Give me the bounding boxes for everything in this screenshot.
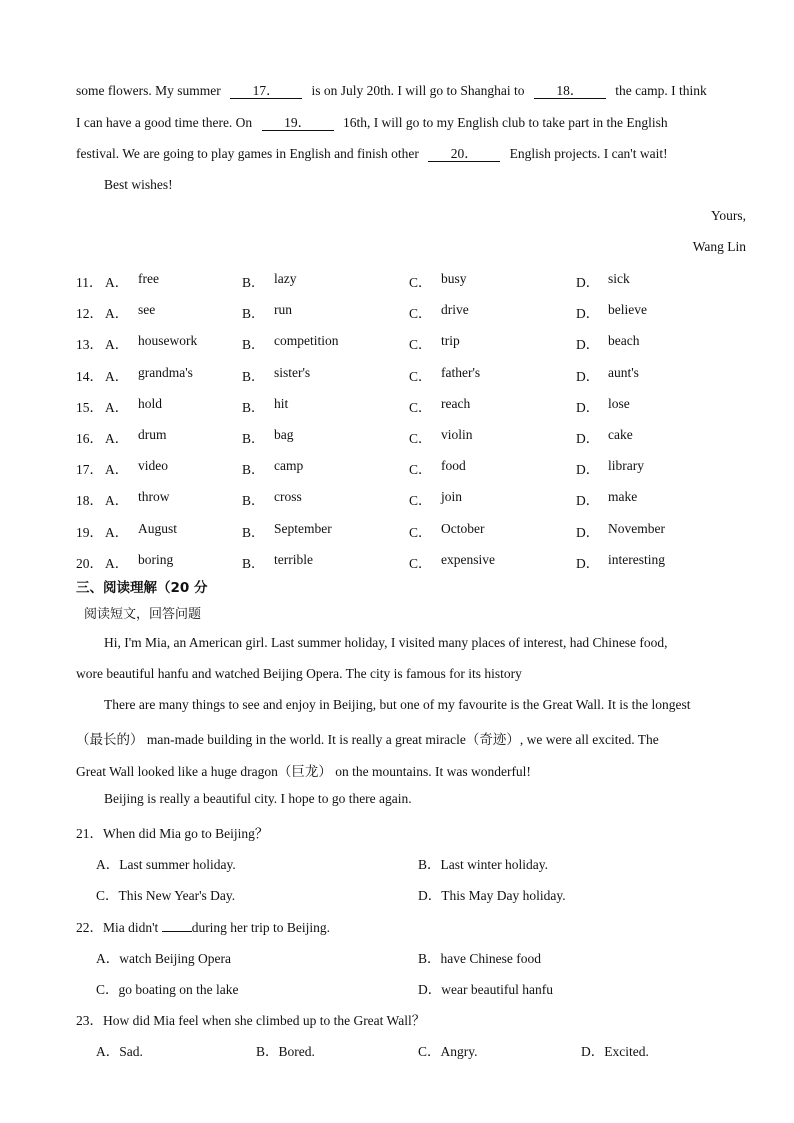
cloze-option-row [76, 489, 756, 509]
cloze-option-row [76, 552, 756, 572]
option-d-text[interactable]: library [608, 458, 644, 474]
text: festival. We are going to play games in English and finish other [76, 146, 419, 161]
option-c-letter: C． [409, 306, 432, 322]
option-c-text[interactable]: reach [441, 395, 471, 411]
option-number: 13． [76, 337, 103, 353]
option-c-text[interactable]: expensive [441, 551, 495, 567]
option-a-text[interactable]: grandma's [138, 364, 193, 380]
blank-17: 17． [230, 84, 302, 99]
blank-18: 18． [534, 84, 606, 99]
option-d-text[interactable]: make [608, 489, 638, 505]
passage-line-1: Hi, I'm Mia, an American girl. Last summer holiday, I visited many places of interest, had Chinese food, [104, 635, 668, 650]
option-a-letter: A． [105, 555, 129, 571]
option-c-letter: C． [409, 337, 432, 353]
answer-blank [162, 931, 192, 932]
option-b-letter: B． [242, 275, 265, 290]
option-b-text[interactable]: run [274, 302, 292, 318]
option-b-text[interactable]: sister's [274, 364, 311, 380]
option-a-text[interactable]: hold [138, 395, 163, 411]
option-number: 12． [76, 306, 103, 322]
option-d-text[interactable]: November [608, 520, 665, 536]
option-d-letter: D． [576, 493, 600, 509]
option-b-letter: B． [242, 368, 265, 384]
section-title: 三、阅读理解（20 分 [76, 580, 208, 596]
option-c-letter: C． [409, 524, 432, 540]
q22-option-a[interactable]: A．watch Beijing Opera [96, 951, 231, 966]
option-number: 11． [76, 275, 103, 290]
q22-option-d[interactable]: D．wear beautiful hanfu [418, 982, 553, 997]
option-b-letter: B． [242, 555, 265, 571]
letter-line-2 [76, 115, 746, 131]
option-d-letter: D． [576, 462, 600, 478]
letter-line-1 [76, 83, 746, 99]
option-c-text[interactable]: busy [441, 271, 467, 286]
text: 16th, I will go to my English club to take part in the English [342, 115, 668, 130]
option-d-text[interactable]: interesting [608, 551, 665, 567]
option-number: 15． [76, 399, 103, 415]
option-d-text[interactable]: sick [608, 271, 630, 286]
option-c-text[interactable]: join [441, 489, 463, 505]
text: 22．Mia didn't [76, 920, 159, 935]
text: some flowers. My summer [76, 83, 221, 98]
option-b-text[interactable]: competition [274, 333, 339, 349]
option-c-letter: C． [409, 368, 432, 384]
option-number: 20． [76, 555, 103, 571]
option-a-letter: A． [105, 524, 129, 540]
cloze-option-row [76, 365, 756, 385]
text: English projects. I can't wait! [509, 146, 668, 161]
option-d-letter: D． [576, 275, 600, 290]
option-b-letter: B． [242, 431, 265, 446]
option-c-letter: C． [409, 399, 432, 415]
q22-option-b[interactable]: B．have Chinese food [418, 951, 541, 966]
letter-wishes: Best wishes! [104, 177, 173, 192]
option-b-text[interactable]: bag [274, 427, 294, 442]
option-c-text[interactable]: father's [441, 364, 481, 380]
option-a-letter: A． [105, 368, 129, 384]
section-subtitle: 阅读短文，回答问题 [84, 607, 202, 622]
q22-option-c[interactable]: C．go boating on the lake [96, 982, 239, 997]
option-d-letter: D． [576, 431, 600, 446]
option-number: 19． [76, 524, 103, 540]
option-b-text[interactable]: lazy [274, 271, 297, 286]
option-b-text[interactable]: hit [274, 395, 289, 411]
text: the camp. I think [615, 83, 707, 98]
passage-line-4: （最长的） man-made building in the world. It is really a great miracle（奇迹）, we were all excited. The [76, 732, 659, 747]
option-b-letter: B． [242, 462, 265, 478]
passage-line-2: wore beautiful hanfu and watched Beijing Opera. The city is famous for its history [76, 666, 522, 681]
option-c-text[interactable]: drive [441, 302, 469, 318]
option-a-letter: A． [105, 493, 129, 509]
option-d-letter: D． [576, 368, 600, 384]
option-d-letter: D． [576, 555, 600, 571]
question-22 [76, 916, 330, 936]
option-d-text[interactable]: aunt's [608, 364, 639, 380]
option-d-letter: D． [576, 337, 600, 353]
option-a-letter: A． [105, 306, 129, 322]
letter-yours: Yours, [710, 208, 746, 223]
option-d-text[interactable]: cake [608, 427, 633, 442]
option-b-letter: B． [242, 399, 265, 415]
option-number: 14． [76, 368, 103, 384]
cloze-option-row [76, 302, 756, 322]
question-23: 23．How did Mia feel when she climbed up to the Great Wall？ [76, 1013, 426, 1028]
q23-option-c[interactable]: C．Angry. [418, 1044, 478, 1059]
option-b-text[interactable]: terrible [274, 551, 313, 567]
q21-option-d[interactable]: D．This May Day holiday. [418, 888, 566, 903]
option-a-letter: A． [105, 399, 129, 415]
text: I can have a good time there. On [76, 115, 253, 130]
option-a-text[interactable]: throw [138, 489, 170, 505]
q21-option-b[interactable]: B．Last winter holiday. [418, 857, 548, 872]
cloze-option-row [76, 521, 756, 541]
option-d-text[interactable]: believe [608, 302, 647, 318]
option-a-text[interactable]: drum [138, 427, 167, 442]
cloze-option-row [76, 271, 756, 291]
option-c-letter: C． [409, 493, 432, 509]
option-a-text[interactable]: video [138, 458, 168, 474]
option-number: 17． [76, 462, 103, 478]
option-c-text[interactable]: food [441, 458, 466, 474]
option-b-text[interactable]: September [274, 520, 332, 536]
text: during her trip to Beijing. [191, 920, 331, 935]
text: is on July 20th. I will go to Shanghai to [311, 83, 525, 98]
option-c-text[interactable]: trip [441, 333, 460, 349]
option-b-text[interactable]: camp [274, 458, 304, 474]
option-c-letter: C． [409, 555, 432, 571]
option-a-letter: A． [105, 275, 129, 290]
blank-19: 19． [262, 116, 334, 131]
option-c-text[interactable]: October [441, 520, 485, 536]
option-c-letter: C． [409, 275, 432, 290]
option-c-text[interactable]: violin [441, 427, 473, 442]
option-number: 16． [76, 431, 103, 446]
q23-option-d[interactable]: D．Excited. [581, 1044, 649, 1059]
cloze-option-row [76, 458, 756, 478]
option-b-letter: B． [242, 306, 265, 322]
option-a-text[interactable]: housework [138, 333, 198, 349]
q21-option-c[interactable]: C．This New Year's Day. [96, 888, 236, 903]
option-d-letter: D． [576, 306, 600, 322]
option-d-letter: D． [576, 399, 600, 415]
option-a-text[interactable]: see [138, 302, 156, 318]
passage-line-5: Great Wall looked like a huge dragon（巨龙） on the mountains. It was wonderful! [76, 764, 531, 779]
letter-line-3 [76, 146, 746, 162]
cloze-option-row [76, 427, 756, 447]
option-d-letter: D． [576, 524, 600, 540]
option-a-letter: A． [105, 337, 129, 353]
option-b-text[interactable]: cross [274, 489, 302, 505]
cloze-option-row [76, 396, 756, 416]
passage-line-6: Beijing is really a beautiful city. I hope to go there again. [104, 791, 412, 806]
option-b-letter: B． [242, 493, 265, 509]
option-a-letter: A． [105, 462, 129, 478]
blank-20: 20． [428, 147, 500, 162]
option-a-text[interactable]: August [138, 520, 178, 536]
option-b-letter: B． [242, 524, 265, 540]
q23-option-b[interactable]: B．Bored. [256, 1044, 315, 1059]
q21-option-a[interactable]: A．Last summer holiday. [96, 857, 236, 872]
option-d-text[interactable]: beach [608, 333, 640, 349]
option-a-letter: A． [105, 431, 129, 446]
option-a-text[interactable]: free [138, 271, 159, 286]
option-b-letter: B． [242, 337, 265, 353]
question-21: 21．When did Mia go to Beijing？ [76, 826, 269, 841]
passage-line-3: There are many things to see and enjoy in Beijing, but one of my favourite is the Great Wall. It is the longest [104, 697, 691, 712]
option-d-text[interactable]: lose [608, 395, 630, 411]
option-c-letter: C． [409, 462, 432, 478]
option-a-text[interactable]: boring [138, 551, 174, 567]
letter-signature: Wang Lin [692, 239, 746, 254]
option-c-letter: C． [409, 431, 432, 446]
option-number: 18． [76, 493, 103, 509]
q23-option-a[interactable]: A．Sad. [96, 1044, 143, 1059]
cloze-option-row [76, 333, 756, 353]
